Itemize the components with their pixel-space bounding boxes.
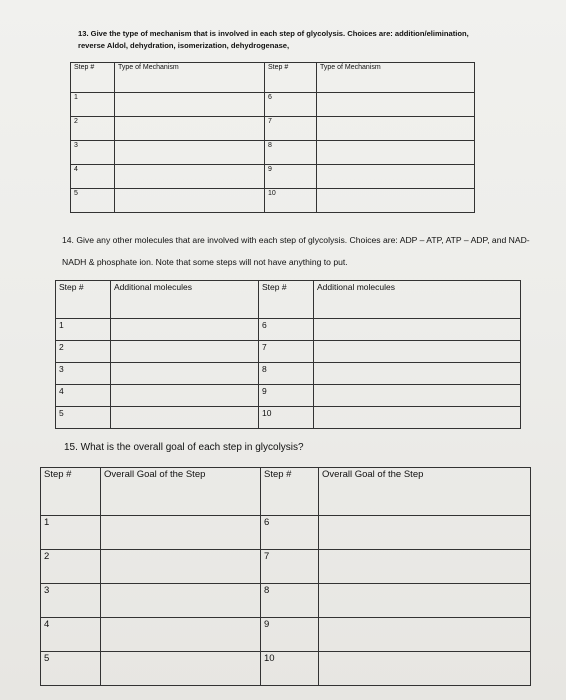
table-row [71, 165, 475, 189]
step-number: 3 [56, 363, 111, 385]
table-row [56, 363, 521, 385]
table-header-row [41, 468, 531, 516]
step-header: Step # [265, 63, 317, 93]
step-header: Step # [261, 468, 319, 516]
answer-cell[interactable] [115, 117, 265, 141]
step-number: 1 [56, 319, 111, 341]
question-15 [64, 441, 364, 455]
answer-cell[interactable] [317, 93, 475, 117]
mechanism-header: Type of Mechanism [115, 63, 265, 93]
question-13 [78, 28, 478, 52]
step-number: 8 [261, 584, 319, 618]
table-header-row [71, 63, 475, 93]
question-13-text: 13. Give the type of mechanism that is involved in each step of glycolysis. Choices are: addition/elimination, reverse Aldol, dehydration, isomerization, dehydrogenase, [78, 29, 469, 50]
question-14-text: 14. Give any other molecules that are involved with each step of glycolysis. Choices are: ADP – ATP, ATP – ADP, and NAD-NADH & phosphate ion. Note that some steps will not have anything to put. [62, 235, 530, 267]
step-header: Step # [71, 63, 115, 93]
step-number: 3 [41, 584, 101, 618]
answer-cell[interactable] [314, 363, 521, 385]
step-number: 7 [261, 550, 319, 584]
step-number: 2 [41, 550, 101, 584]
table-row [71, 141, 475, 165]
table-row [41, 584, 531, 618]
answer-cell[interactable] [319, 618, 531, 652]
step-header: Step # [41, 468, 101, 516]
goal-table [40, 467, 531, 686]
step-number: 1 [41, 516, 101, 550]
answer-cell[interactable] [314, 341, 521, 363]
step-number: 6 [261, 516, 319, 550]
table-row [56, 341, 521, 363]
table-row [41, 516, 531, 550]
goal-header: Overall Goal of the Step [101, 468, 261, 516]
table-row [41, 652, 531, 686]
step-number: 8 [265, 141, 317, 165]
answer-cell[interactable] [101, 652, 261, 686]
step-number: 9 [261, 618, 319, 652]
answer-cell[interactable] [111, 341, 259, 363]
answer-cell[interactable] [111, 363, 259, 385]
step-number: 5 [71, 189, 115, 213]
answer-cell[interactable] [314, 319, 521, 341]
step-number: 3 [71, 141, 115, 165]
answer-cell[interactable] [319, 516, 531, 550]
step-number: 2 [71, 117, 115, 141]
table-header-row [56, 281, 521, 319]
step-number: 1 [71, 93, 115, 117]
step-number: 10 [265, 189, 317, 213]
answer-cell[interactable] [314, 407, 521, 429]
goal-header: Overall Goal of the Step [319, 468, 531, 516]
step-number: 4 [56, 385, 111, 407]
molecules-header: Additional molecules [111, 281, 259, 319]
table-row [41, 550, 531, 584]
step-header: Step # [259, 281, 314, 319]
step-number: 7 [259, 341, 314, 363]
question-15-text: 15. What is the overall goal of each step in glycolysis? [64, 442, 304, 453]
molecules-table [55, 280, 521, 429]
mechanism-header: Type of Mechanism [317, 63, 475, 93]
table-row [71, 93, 475, 117]
answer-cell[interactable] [317, 189, 475, 213]
answer-cell[interactable] [111, 407, 259, 429]
answer-cell[interactable] [111, 385, 259, 407]
answer-cell[interactable] [101, 516, 261, 550]
table-row [71, 189, 475, 213]
step-number: 5 [56, 407, 111, 429]
step-number: 10 [259, 407, 314, 429]
answer-cell[interactable] [317, 165, 475, 189]
mechanism-table [70, 62, 475, 213]
answer-cell[interactable] [319, 550, 531, 584]
answer-cell[interactable] [317, 141, 475, 165]
step-number: 4 [71, 165, 115, 189]
step-number: 6 [265, 93, 317, 117]
step-number: 10 [261, 652, 319, 686]
answer-cell[interactable] [115, 165, 265, 189]
step-number: 9 [259, 385, 314, 407]
step-number: 8 [259, 363, 314, 385]
step-number: 6 [259, 319, 314, 341]
answer-cell[interactable] [319, 652, 531, 686]
step-number: 5 [41, 652, 101, 686]
table-row [71, 117, 475, 141]
table-row [56, 407, 521, 429]
question-14 [62, 229, 542, 273]
answer-cell[interactable] [101, 550, 261, 584]
answer-cell[interactable] [111, 319, 259, 341]
step-number: 4 [41, 618, 101, 652]
answer-cell[interactable] [101, 618, 261, 652]
table-row [41, 618, 531, 652]
step-number: 9 [265, 165, 317, 189]
answer-cell[interactable] [101, 584, 261, 618]
step-number: 2 [56, 341, 111, 363]
answer-cell[interactable] [115, 189, 265, 213]
answer-cell[interactable] [317, 117, 475, 141]
answer-cell[interactable] [115, 93, 265, 117]
molecules-header: Additional molecules [314, 281, 521, 319]
step-header: Step # [56, 281, 111, 319]
answer-cell[interactable] [115, 141, 265, 165]
answer-cell[interactable] [314, 385, 521, 407]
step-number: 7 [265, 117, 317, 141]
table-row [56, 385, 521, 407]
table-row [56, 319, 521, 341]
answer-cell[interactable] [319, 584, 531, 618]
